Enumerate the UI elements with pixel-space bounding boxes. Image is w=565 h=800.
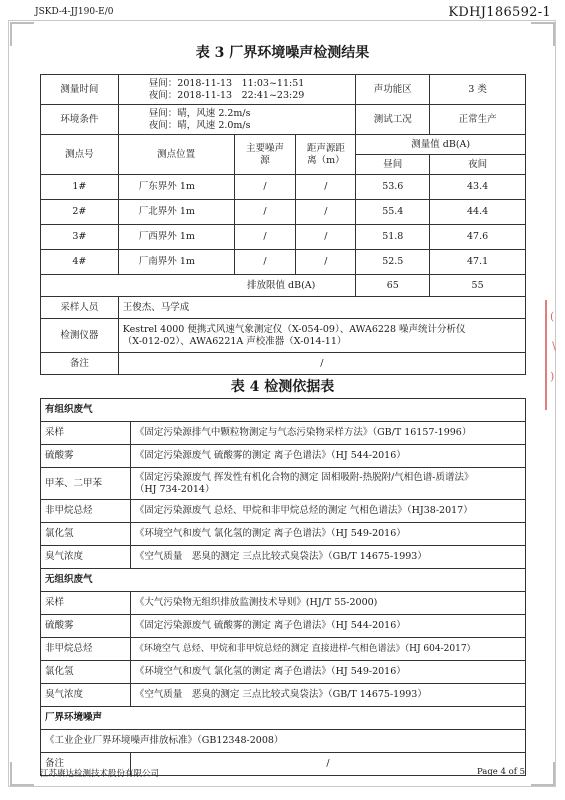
label-instrument: 检测仪器 xyxy=(41,319,119,353)
basis-item: 氯化氢 xyxy=(41,523,131,546)
col-source: 主要噪声源 xyxy=(234,135,296,175)
point-loc: 厂东界外 1m xyxy=(118,175,234,200)
point-source: / xyxy=(234,250,296,275)
instrument-cell xyxy=(118,319,525,353)
basis-item: 臭气浓度 xyxy=(41,684,131,707)
table-row xyxy=(41,546,526,569)
point-loc: 厂南界外 1m xyxy=(118,250,234,275)
label-env: 环境条件 xyxy=(41,105,119,135)
basis-text: 《固定污染源排气中颗粒物测定与气态污染物采样方法》（GB/T 16157-1996） xyxy=(130,422,525,445)
col-night: 夜间 xyxy=(430,155,526,175)
point-night: 47.1 xyxy=(430,250,526,275)
env-cell xyxy=(118,105,356,135)
point-night: 47.6 xyxy=(430,225,526,250)
table-row xyxy=(41,684,526,707)
table-row xyxy=(41,445,526,468)
point-no: 4# xyxy=(41,250,119,275)
point-night: 43.4 xyxy=(430,175,526,200)
basis-item: 采样 xyxy=(41,422,131,445)
point-distance: / xyxy=(296,175,356,200)
basis-text: 《环境空气和废气 氯化氢的测定 离子色谱法》（HJ 549-2016） xyxy=(130,523,525,546)
env-night: 夜间：晴，风速 2.0m/s xyxy=(148,119,251,131)
zone-value: 3 类 xyxy=(430,75,526,105)
table-row xyxy=(41,225,526,250)
col-measured: 测量值 dB(A) xyxy=(356,135,526,155)
point-day: 51.8 xyxy=(356,225,430,250)
label-remark: 备注 xyxy=(41,353,119,375)
basis-item: 硫酸雾 xyxy=(41,615,131,638)
point-loc: 厂北界外 1m xyxy=(118,200,234,225)
table-row xyxy=(41,523,526,546)
basis-text: 《固定污染源废气 硫酸雾的测定 离子色谱法》（HJ 544-2016） xyxy=(130,445,525,468)
point-no: 1# xyxy=(41,175,119,200)
point-distance: / xyxy=(296,200,356,225)
measure-time-cell xyxy=(118,75,356,105)
document-code: JSKD-4-JJ190-E/0 xyxy=(35,7,114,17)
point-loc: 厂西界外 1m xyxy=(118,225,234,250)
table-row xyxy=(41,468,526,500)
basis-text: 《空气质量 恶臭的测定 三点比较式臭袋法》（GB/T 14675-1993） xyxy=(130,546,525,569)
point-day: 53.6 xyxy=(356,175,430,200)
company-name: 江苏赓达检测技术股份有限公司 xyxy=(40,769,160,779)
label-zone: 声功能区 xyxy=(356,75,430,105)
point-day: 55.4 xyxy=(356,200,430,225)
basis-line2: （HJ 734-2014） xyxy=(134,483,215,495)
point-day: 52.5 xyxy=(356,250,430,275)
point-no: 2# xyxy=(41,200,119,225)
label-measure-time: 测量时间 xyxy=(41,75,119,105)
point-night: 44.4 xyxy=(430,200,526,225)
table-row xyxy=(41,200,526,225)
day-time: 昼间：2018-11-13 11:03~11:51 xyxy=(148,77,305,89)
report-number: KDHJ186592-1 xyxy=(448,5,551,20)
col-day: 昼间 xyxy=(356,155,430,175)
basis-item: 甲苯、二甲苯 xyxy=(41,468,131,500)
point-source: / xyxy=(234,200,296,225)
point-source: / xyxy=(234,225,296,250)
env-day: 昼间：晴，风速 2.2m/s xyxy=(148,107,251,119)
section-unorganized: 无组织废气 xyxy=(41,569,526,592)
basis-text: 《固定污染源废气 总烃、甲烷和非甲烷总烃的测定 气相色谱法》（HJ38-2017） xyxy=(130,500,525,523)
limit-night: 55 xyxy=(430,275,526,297)
night-time: 夜间：2018-11-13 22:41~23:29 xyxy=(148,89,305,101)
point-no: 3# xyxy=(41,225,119,250)
remark-value: / xyxy=(130,753,525,776)
basis-item: 采样 xyxy=(41,592,131,615)
remark-value: / xyxy=(118,353,525,375)
basis-item: 非甲烷总烃 xyxy=(41,638,131,661)
basis-item: 氯化氢 xyxy=(41,661,131,684)
col-distance: 距声源距离（m） xyxy=(296,135,356,175)
table-row xyxy=(41,250,526,275)
test-basis-table xyxy=(40,398,526,776)
basis-text xyxy=(130,468,525,500)
table-row xyxy=(41,638,526,661)
noise-basis: 《工业企业厂界环境噪声排放标准》（GB12348-2008） xyxy=(41,730,526,753)
page-number: Page 4 of 5 xyxy=(476,767,525,777)
point-source: / xyxy=(234,175,296,200)
section-noise: 厂界环境噪声 xyxy=(41,707,526,730)
limit-day: 65 xyxy=(356,275,430,297)
instrument-line2: （X-012-02）、AWA6221A 声校准器（X-014-11） xyxy=(122,335,347,347)
col-point-loc: 测点位置 xyxy=(118,135,234,175)
frame-corner xyxy=(10,762,34,786)
label-remark: 备注 xyxy=(41,753,131,776)
seal-edge: ( ∖ ) xyxy=(545,300,565,410)
label-sampler: 采样人员 xyxy=(41,297,119,319)
basis-text: 《环境空气 总烃、甲烷和非甲烷总烃的测定 直接进样-气相色谱法》（HJ 604-2017） xyxy=(130,638,525,661)
basis-line1: 《固定污染源废气 挥发性有机化合物的测定 固相吸附-热脱附/气相色谱-质谱法》 xyxy=(134,471,474,483)
basis-item: 非甲烷总烃 xyxy=(41,500,131,523)
table-row xyxy=(41,175,526,200)
table-row xyxy=(41,422,526,445)
table4-title: 表 4 检测依据表 xyxy=(230,379,335,395)
noise-result-table xyxy=(40,74,526,375)
sampler-value: 王俊杰、马学成 xyxy=(118,297,525,319)
col-point-no: 测点号 xyxy=(41,135,119,175)
label-condition: 测试工况 xyxy=(356,105,430,135)
basis-item: 硫酸雾 xyxy=(41,445,131,468)
basis-item: 臭气浓度 xyxy=(41,546,131,569)
condition-value: 正常生产 xyxy=(430,105,526,135)
frame-corner xyxy=(531,762,555,786)
table-row xyxy=(41,592,526,615)
table3-title: 表 3 厂界环境噪声检测结果 xyxy=(195,45,370,61)
basis-text: 《大气污染物无组织排放监测技术导则》(HJ/T 55-2000) xyxy=(130,592,525,615)
point-distance: / xyxy=(296,250,356,275)
table-row xyxy=(41,500,526,523)
basis-text: 《固定污染源废气 硫酸雾的测定 离子色谱法》（HJ 544-2016） xyxy=(130,615,525,638)
section-organized: 有组织废气 xyxy=(41,399,526,422)
point-distance: / xyxy=(296,225,356,250)
basis-text: 《环境空气和废气 氯化氢的测定 离子色谱法》（HJ 549-2016） xyxy=(130,661,525,684)
table-row xyxy=(41,615,526,638)
limit-label: 排放限值 dB(A) xyxy=(41,275,356,297)
table-row xyxy=(41,661,526,684)
instrument-line1: Kestrel 4000 便携式风速气象测定仪（X-054-09）、AWA6228 噪声统计分析仪 xyxy=(122,323,466,335)
basis-text: 《空气质量 恶臭的测定 三点比较式臭袋法》（GB/T 14675-1993） xyxy=(130,684,525,707)
